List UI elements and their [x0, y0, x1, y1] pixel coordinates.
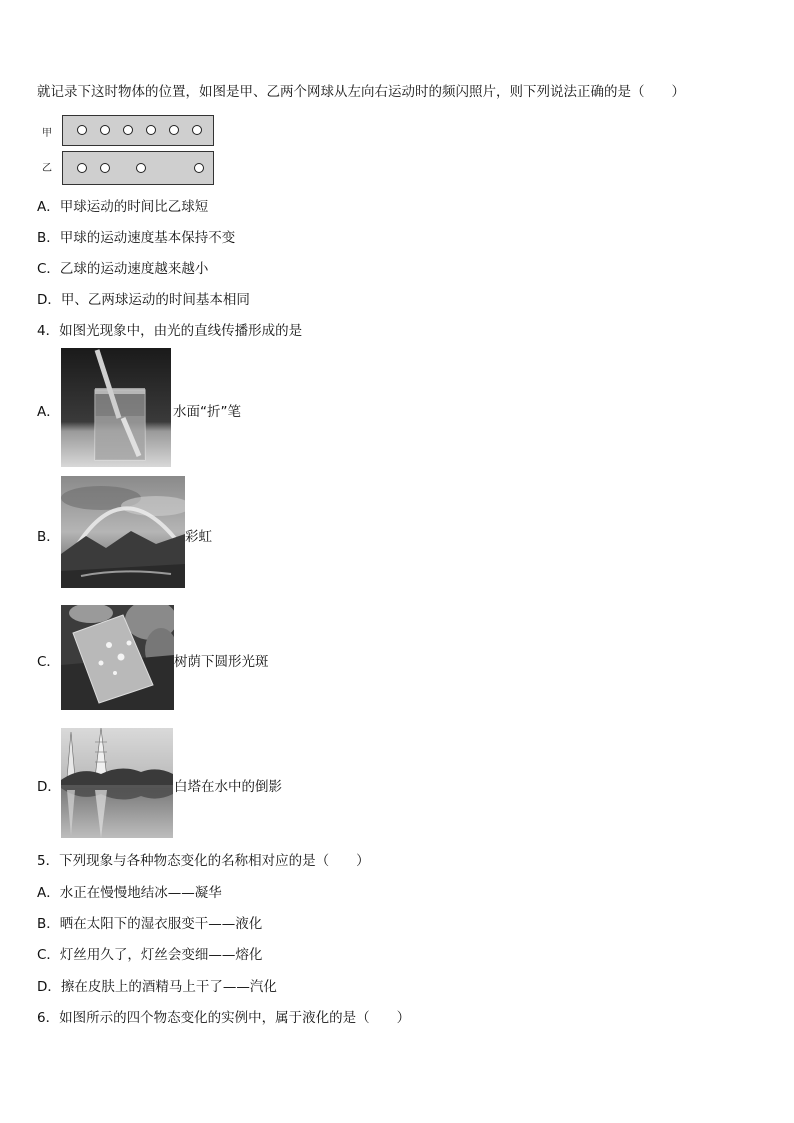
q4-option-c-caption: 树荫下圆形光斑: [174, 654, 269, 670]
rainbow-photo: [61, 476, 185, 588]
q5-option-c: C．灯丝用久了，灯丝会变细——熔化: [37, 947, 263, 963]
ball-jia: [100, 125, 110, 135]
ball-yi: [100, 163, 110, 173]
q4-option-d-letter: D．: [37, 779, 61, 795]
lane-label-jia: 甲: [42, 128, 52, 139]
ball-yi: [77, 163, 87, 173]
tower-reflection-photo: [61, 728, 173, 838]
q3-option-b: B．甲球的运动速度基本保持不变: [37, 230, 236, 246]
q4-option-b-letter: B．: [37, 529, 60, 545]
q4-option-a-caption: 水面“折”笔: [173, 404, 241, 420]
q3-option-c: C．乙球的运动速度越来越小: [37, 261, 209, 277]
q5-option-a: A．水正在慢慢地结冰——凝华: [37, 885, 222, 901]
q4-option-a-letter: A．: [37, 404, 60, 420]
ball-jia: [169, 125, 179, 135]
ball-jia: [123, 125, 133, 135]
q3-option-d: D．甲、乙两球运动的时间基本相同: [37, 292, 250, 308]
ball-yi: [194, 163, 204, 173]
ball-jia: [77, 125, 87, 135]
lane-jia: [62, 115, 214, 146]
q4-option-c-letter: C．: [37, 654, 60, 670]
question-6-stem: 6．如图所示的四个物态变化的实例中，属于液化的是（ ）: [37, 1010, 411, 1026]
ball-jia: [146, 125, 156, 135]
q5-option-d: D．擦在皮肤上的酒精马上干了——汽化: [37, 979, 277, 995]
q3-option-a: A．甲球运动的时间比乙球短: [37, 199, 209, 215]
lane-yi: [62, 151, 214, 185]
pencil-in-water-photo: [61, 348, 171, 467]
ball-yi: [136, 163, 146, 173]
ball-jia: [192, 125, 202, 135]
question-3-stem: 就记录下这时物体的位置，如图是甲、乙两个网球从左向右运动时的频闪照片，则下列说法正确的是（ ）: [37, 84, 685, 100]
q4-option-b-caption: 彩虹: [185, 529, 212, 545]
lane-label-yi: 乙: [42, 163, 52, 174]
q5-option-b: B．晒在太阳下的湿衣服变干——液化: [37, 916, 263, 932]
question-5-stem: 5．下列现象与各种物态变化的名称相对应的是（ ）: [37, 853, 370, 869]
tree-shade-light-spots-photo: [61, 605, 174, 710]
question-4-stem: 4．如图光现象中，由光的直线传播形成的是: [37, 323, 303, 339]
q4-option-d-caption: 白塔在水中的倒影: [174, 779, 282, 795]
